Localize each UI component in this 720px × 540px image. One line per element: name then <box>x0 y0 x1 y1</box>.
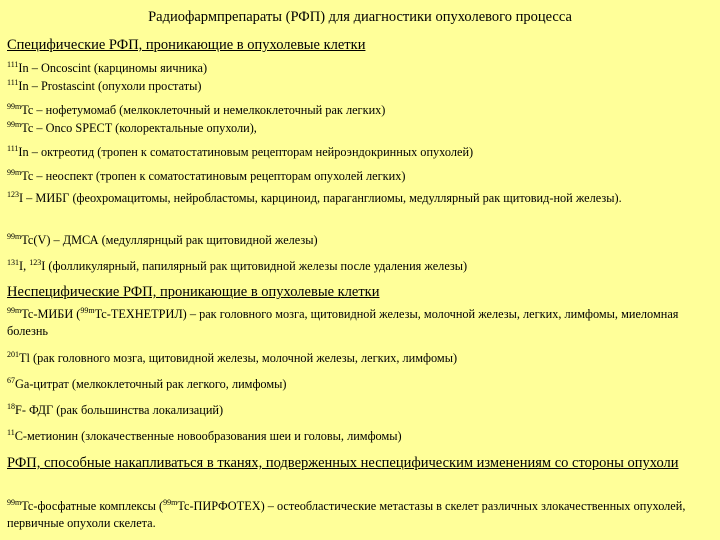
list-item-text: I – МИБГ (феохромацитомы, нейробластомы, карциноид, параганглиомы, медуллярный рак щитовид-ной железы). <box>19 191 622 205</box>
isotope-superscript: 67 <box>7 375 15 385</box>
isotope-superscript: 99m <box>7 101 22 111</box>
list-item-text: Tc-ПИРФОТЕХ) – остеобластические метастазы в скелет различных злокачественных опухолей, первичные опухоли скелета. <box>7 499 686 530</box>
list-item-text: F- ФДГ (рак большинства локализаций) <box>15 403 224 417</box>
list-item <box>7 306 712 340</box>
list-item <box>7 168 405 185</box>
isotope-superscript: 99m <box>163 497 178 507</box>
list-item-text: Tc – неоспект (тропен к соматостатиновым рецепторам опухолей легких) <box>21 169 406 183</box>
isotope-superscript: 201 <box>7 349 19 359</box>
list-item <box>7 120 257 137</box>
list-item-text: С-метионин (злокачественные новообразования шеи и головы, лимфомы) <box>14 429 402 443</box>
isotope-superscript: 18 <box>7 401 15 411</box>
isotope-superscript: 99m <box>80 305 95 315</box>
isotope-superscript: 99m <box>7 167 22 177</box>
list-item-text: In – Oncoscint (карциномы яичника) <box>18 61 208 75</box>
list-item-text: Tc – нофетумомаб (мелкоклеточный и немелкоклеточный рак легких) <box>21 103 386 117</box>
list-item <box>7 78 201 95</box>
list-item-text: Tc-ТЕХНЕТРИЛ) – рак головного мозга, щитовидной железы, молочной железы, легких, лимфомы, миеломная болезнь <box>7 307 679 338</box>
page-title: Радиофармпрепараты (РФП) для диагностики опухолевого процесса <box>148 9 572 25</box>
list-item <box>7 350 457 367</box>
list-item <box>7 102 385 119</box>
list-item-text: Tc – Onco SPECT (колоректальные опухоли), <box>21 121 257 135</box>
section-heading-specific: Специфические РФП, проникающие в опухолевые клетки <box>7 37 366 53</box>
isotope-superscript: 99m <box>7 497 22 507</box>
list-item <box>7 190 712 207</box>
list-item <box>7 144 473 161</box>
list-item-text: In – октреотид (тропен к соматостатиновым рецепторам нейроэндокринных опухолей) <box>18 145 474 159</box>
list-item <box>7 498 712 532</box>
isotope-superscript: 111 <box>7 143 19 153</box>
list-item-text: In – Prostascint (опухоли простаты) <box>18 79 202 93</box>
list-item <box>7 428 402 445</box>
list-item-text: I, <box>19 259 30 273</box>
isotope-superscript: 111 <box>7 77 19 87</box>
list-item-text: Tc-фосфатные комплексы ( <box>21 499 164 513</box>
list-item-text: Ga-цитрат (мелкоклеточный рак легкого, лимфомы) <box>15 377 287 391</box>
isotope-superscript: 11 <box>7 427 15 437</box>
section-heading-nonspecific-changes: РФП, способные накапливаться в тканях, подверженных неспецифическим изменениям со стороны опухоли <box>7 455 679 471</box>
section-heading-nonspecific: Неспецифические РФП, проникающие в опухолевые клетки <box>7 284 380 300</box>
isotope-superscript: 99m <box>7 305 22 315</box>
list-item <box>7 60 207 77</box>
isotope-superscript: 99m <box>7 119 22 129</box>
isotope-superscript: 111 <box>7 59 19 69</box>
isotope-superscript: 123 <box>7 189 19 199</box>
list-item-text: I (фолликулярный, папилярный рак щитовидной железы после удаления железы) <box>41 259 468 273</box>
list-item-text: Tc(V) – ДМСА (медуллярнцый рак щитовидной железы) <box>21 233 318 247</box>
list-item <box>7 402 223 419</box>
isotope-superscript: 123 <box>29 257 42 267</box>
isotope-superscript: 131 <box>7 257 19 267</box>
list-item <box>7 376 286 393</box>
list-item <box>7 232 318 249</box>
list-item-text: Tl (рак головного мозга, щитовидной железы, молочной железы, легких, лимфомы) <box>19 351 458 365</box>
list-item <box>7 258 467 275</box>
list-item-text: Tc-МИБИ ( <box>21 307 81 321</box>
isotope-superscript: 99m <box>7 231 22 241</box>
